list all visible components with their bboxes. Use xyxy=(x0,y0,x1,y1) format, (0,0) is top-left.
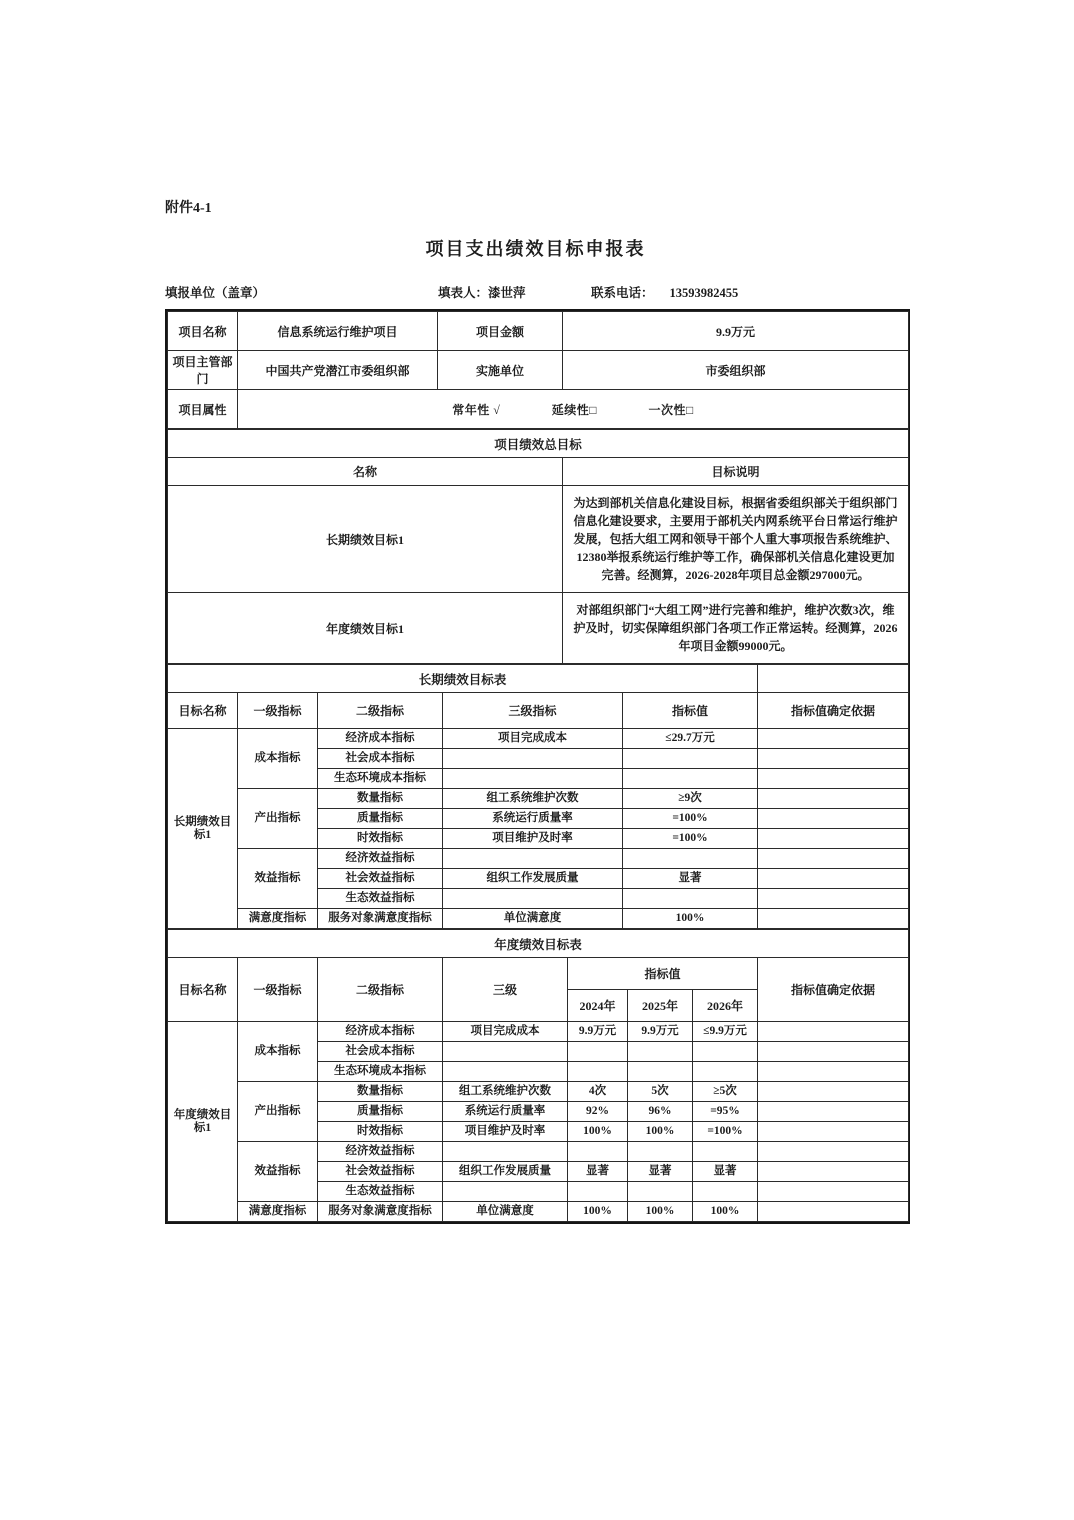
level3-cell xyxy=(443,1042,568,1062)
value-cell-2026: ≤9.9万元 xyxy=(693,1022,758,1042)
level3-cell xyxy=(443,1182,568,1202)
value-cell-2024: 100% xyxy=(568,1122,628,1142)
col-header-basis: 指标值确定依据 xyxy=(758,958,909,1022)
level2-cell: 经济效益指标 xyxy=(318,849,443,869)
table-row xyxy=(168,390,909,429)
col-header-level2: 二级指标 xyxy=(318,958,443,1022)
col-header-level1: 一级指标 xyxy=(238,958,318,1022)
col-header-basis: 指标值确定依据 xyxy=(758,693,909,729)
basis-cell xyxy=(758,789,909,809)
table-row xyxy=(168,351,909,390)
value-cell-2025: 100% xyxy=(628,1202,693,1222)
value-cell-2025 xyxy=(628,1142,693,1162)
level1-cell: 满意度指标 xyxy=(238,909,318,929)
empty-cell xyxy=(758,665,909,693)
level3-cell xyxy=(443,1142,568,1162)
level2-cell: 时效指标 xyxy=(318,829,443,849)
form-title: 项目支出绩效目标申报表 xyxy=(425,239,646,259)
level2-cell: 服务对象满意度指标 xyxy=(318,1202,443,1222)
table-row xyxy=(168,909,909,929)
value-cell: 100% xyxy=(623,909,758,929)
value-cell: =100% xyxy=(623,809,758,829)
phone-label xyxy=(591,283,738,301)
value-cell xyxy=(623,749,758,769)
level1-cell: 成本指标 xyxy=(238,729,318,789)
basis-cell xyxy=(758,1022,909,1042)
basis-cell xyxy=(758,889,909,909)
level2-cell: 数量指标 xyxy=(318,1082,443,1102)
reporting-unit-label: 填报单位（盖章） xyxy=(165,286,266,300)
basis-cell xyxy=(758,829,909,849)
form-table-frame xyxy=(165,309,910,1224)
col-header-value: 指标值 xyxy=(623,693,758,729)
longterm-band-title: 长期绩效目标表 xyxy=(168,665,758,693)
table-row xyxy=(168,1202,909,1222)
goal-desc-header: 目标说明 xyxy=(563,458,909,486)
value-cell-2024: 100% xyxy=(568,1202,628,1222)
year-header-2026: 2026年 xyxy=(693,990,758,1022)
value-cell-2024: 4次 xyxy=(568,1082,628,1102)
table-row xyxy=(168,665,909,693)
col-header-level1: 一级指标 xyxy=(238,693,318,729)
option-perennial: 常年性 √ xyxy=(452,402,501,417)
value-cell-2026 xyxy=(693,1182,758,1202)
value-cell: 显著 xyxy=(623,869,758,889)
table-row xyxy=(168,430,909,458)
basis-cell xyxy=(758,1042,909,1062)
value-cell-2025 xyxy=(628,1182,693,1202)
goal-name-cell: 长期绩效目标1 xyxy=(168,729,238,929)
project-name-value: 信息系统运行维护项目 xyxy=(238,312,438,351)
value-cell-2025: 96% xyxy=(628,1102,693,1122)
table-row xyxy=(168,486,909,593)
value-cell-2026 xyxy=(693,1062,758,1082)
level2-cell: 数量指标 xyxy=(318,789,443,809)
implement-unit-value: 市委组织部 xyxy=(563,351,909,390)
value-cell-2025: 5次 xyxy=(628,1082,693,1102)
col-header-level2: 二级指标 xyxy=(318,693,443,729)
value-cell-2026: =95% xyxy=(693,1102,758,1122)
level2-cell: 社会效益指标 xyxy=(318,1162,443,1182)
level3-cell xyxy=(443,749,623,769)
value-cell: ≥9次 xyxy=(623,789,758,809)
value-cell-2026 xyxy=(693,1142,758,1162)
longterm-goal-desc: 为达到部机关信息化建设目标，根据省委组织部关于组织部门信息化建设要求，主要用于部机关内网系统平台日常运行维护发展，包括大组工网和领导干部个人重大事项报告系统维护、12380举报系统运行维护等工作，确保部机关信息化建设更加完善。经测算，2026-2028年项目总金额297000元。 xyxy=(563,486,909,593)
option-continuing: 延续性□ xyxy=(551,402,598,417)
level2-cell: 社会成本指标 xyxy=(318,749,443,769)
value-cell-2024: 92% xyxy=(568,1102,628,1122)
value-cell-2025 xyxy=(628,1062,693,1082)
annual-goal-desc: 对部组织部门“大组工网”进行完善和维护，维护次数3次，维护及时，切实保障组织部门各项工作正常运转。经测算，2026年项目金额99000元。 xyxy=(563,593,909,664)
year-header-2025: 2025年 xyxy=(628,990,693,1022)
level1-cell: 成本指标 xyxy=(238,1022,318,1082)
table-row xyxy=(168,1082,909,1102)
value-cell-2025: 9.9万元 xyxy=(628,1022,693,1042)
level1-cell: 效益指标 xyxy=(238,1142,318,1202)
phone-number: 13593982455 xyxy=(669,286,739,300)
form-info-line xyxy=(165,283,906,303)
annual-band-title: 年度绩效目标表 xyxy=(168,930,909,958)
level2-cell: 生态效益指标 xyxy=(318,889,443,909)
basis-cell xyxy=(758,1122,909,1142)
basis-cell xyxy=(758,1062,909,1082)
value-cell-2026: ≥5次 xyxy=(693,1082,758,1102)
basis-cell xyxy=(758,1182,909,1202)
level3-cell: 组织工作发展质量 xyxy=(443,1162,568,1182)
basis-cell xyxy=(758,909,909,929)
table-row xyxy=(168,729,909,749)
level3-cell: 项目维护及时率 xyxy=(443,1122,568,1142)
value-cell-2024 xyxy=(568,1182,628,1202)
level2-cell: 生态环境成本指标 xyxy=(318,769,443,789)
preparer-label: 填表人：漆世萍 xyxy=(438,286,526,300)
implement-unit-label: 实施单位 xyxy=(438,351,563,390)
col-header-value: 指标值 xyxy=(568,958,758,990)
goal-name-cell: 年度绩效目标1 xyxy=(168,1022,238,1222)
level3-cell: 项目完成成本 xyxy=(443,1022,568,1042)
value-cell: ≤29.7万元 xyxy=(623,729,758,749)
level2-cell: 质量指标 xyxy=(318,809,443,829)
level3-cell: 组工系统维护次数 xyxy=(443,789,623,809)
value-cell-2024 xyxy=(568,1042,628,1062)
level3-cell: 项目完成成本 xyxy=(443,729,623,749)
level3-cell: 组工系统维护次数 xyxy=(443,1082,568,1102)
col-header-goal-name: 目标名称 xyxy=(168,958,238,1022)
level3-cell xyxy=(443,849,623,869)
phone-caption: 联系电话： xyxy=(591,286,654,300)
project-name-label: 项目名称 xyxy=(168,312,238,351)
annual-goal-name: 年度绩效目标1 xyxy=(168,593,563,664)
level2-cell: 经济效益指标 xyxy=(318,1142,443,1162)
level2-cell: 生态效益指标 xyxy=(318,1182,443,1202)
table-row xyxy=(168,1022,909,1042)
value-cell-2026: 100% xyxy=(693,1202,758,1222)
basis-cell xyxy=(758,1142,909,1162)
basis-cell xyxy=(758,1162,909,1182)
value-cell-2025: 100% xyxy=(628,1122,693,1142)
value-cell-2024: 显著 xyxy=(568,1162,628,1182)
level3-cell xyxy=(443,889,623,909)
level1-cell: 产出指标 xyxy=(238,789,318,849)
basis-cell xyxy=(758,849,909,869)
basis-cell xyxy=(758,769,909,789)
table-row xyxy=(168,849,909,869)
overall-goal-band-title: 项目绩效总目标 xyxy=(168,430,909,458)
supervisor-dept-value: 中国共产党潜江市委组织部 xyxy=(238,351,438,390)
level3-cell: 单位满意度 xyxy=(443,1202,568,1222)
table-row xyxy=(168,930,909,958)
level3-cell xyxy=(443,1062,568,1082)
level2-cell: 时效指标 xyxy=(318,1122,443,1142)
level1-cell: 产出指标 xyxy=(238,1082,318,1142)
value-cell xyxy=(623,849,758,869)
level3-cell: 组织工作发展质量 xyxy=(443,869,623,889)
project-amount-value: 9.9万元 xyxy=(563,312,909,351)
basic-info-table xyxy=(167,311,909,429)
overall-goals-table xyxy=(167,429,909,664)
longterm-goal-name: 长期绩效目标1 xyxy=(168,486,563,593)
value-cell xyxy=(623,889,758,909)
value-cell-2026: 显著 xyxy=(693,1162,758,1182)
level2-cell: 经济成本指标 xyxy=(318,1022,443,1042)
level3-cell: 单位满意度 xyxy=(443,909,623,929)
form-document xyxy=(165,197,906,1224)
value-cell-2024: 9.9万元 xyxy=(568,1022,628,1042)
col-header-goal-name: 目标名称 xyxy=(168,693,238,729)
option-onetime: 一次性□ xyxy=(648,402,694,417)
level2-cell: 社会效益指标 xyxy=(318,869,443,889)
basis-cell xyxy=(758,809,909,829)
attachment-label: 附件4-1 xyxy=(165,201,212,216)
table-row xyxy=(168,593,909,664)
col-header-level3: 三级 xyxy=(443,958,568,1022)
goal-name-header: 名称 xyxy=(168,458,563,486)
longterm-indicator-table xyxy=(167,664,909,929)
level2-cell: 生态环境成本指标 xyxy=(318,1062,443,1082)
value-cell xyxy=(623,769,758,789)
col-header-level3: 三级指标 xyxy=(443,693,623,729)
project-amount-label: 项目金额 xyxy=(438,312,563,351)
basis-cell xyxy=(758,869,909,889)
value-cell: =100% xyxy=(623,829,758,849)
value-cell-2026: =100% xyxy=(693,1122,758,1142)
level2-cell: 社会成本指标 xyxy=(318,1042,443,1062)
supervisor-dept-label: 项目主管部门 xyxy=(168,351,238,390)
value-cell-2025 xyxy=(628,1042,693,1062)
project-attribute-label: 项目属性 xyxy=(168,390,238,429)
table-row xyxy=(168,693,909,729)
level2-cell: 经济成本指标 xyxy=(318,729,443,749)
value-cell-2026 xyxy=(693,1042,758,1062)
level2-cell: 质量指标 xyxy=(318,1102,443,1122)
value-cell-2025: 显著 xyxy=(628,1162,693,1182)
basis-cell xyxy=(758,729,909,749)
project-attribute-options xyxy=(238,390,909,429)
table-row xyxy=(168,958,909,990)
basis-cell xyxy=(758,1202,909,1222)
level3-cell: 项目维护及时率 xyxy=(443,829,623,849)
year-header-2024: 2024年 xyxy=(568,990,628,1022)
basis-cell xyxy=(758,1082,909,1102)
level1-cell: 满意度指标 xyxy=(238,1202,318,1222)
level3-cell: 系统运行质量率 xyxy=(443,809,623,829)
table-row xyxy=(168,312,909,351)
table-row xyxy=(168,789,909,809)
level2-cell: 服务对象满意度指标 xyxy=(318,909,443,929)
basis-cell xyxy=(758,1102,909,1122)
level3-cell xyxy=(443,769,623,789)
table-row xyxy=(168,458,909,486)
level3-cell: 系统运行质量率 xyxy=(443,1102,568,1122)
value-cell-2024 xyxy=(568,1062,628,1082)
value-cell-2024 xyxy=(568,1142,628,1162)
table-row xyxy=(168,1142,909,1162)
annual-indicator-table xyxy=(167,929,909,1222)
basis-cell xyxy=(758,749,909,769)
level1-cell: 效益指标 xyxy=(238,849,318,909)
